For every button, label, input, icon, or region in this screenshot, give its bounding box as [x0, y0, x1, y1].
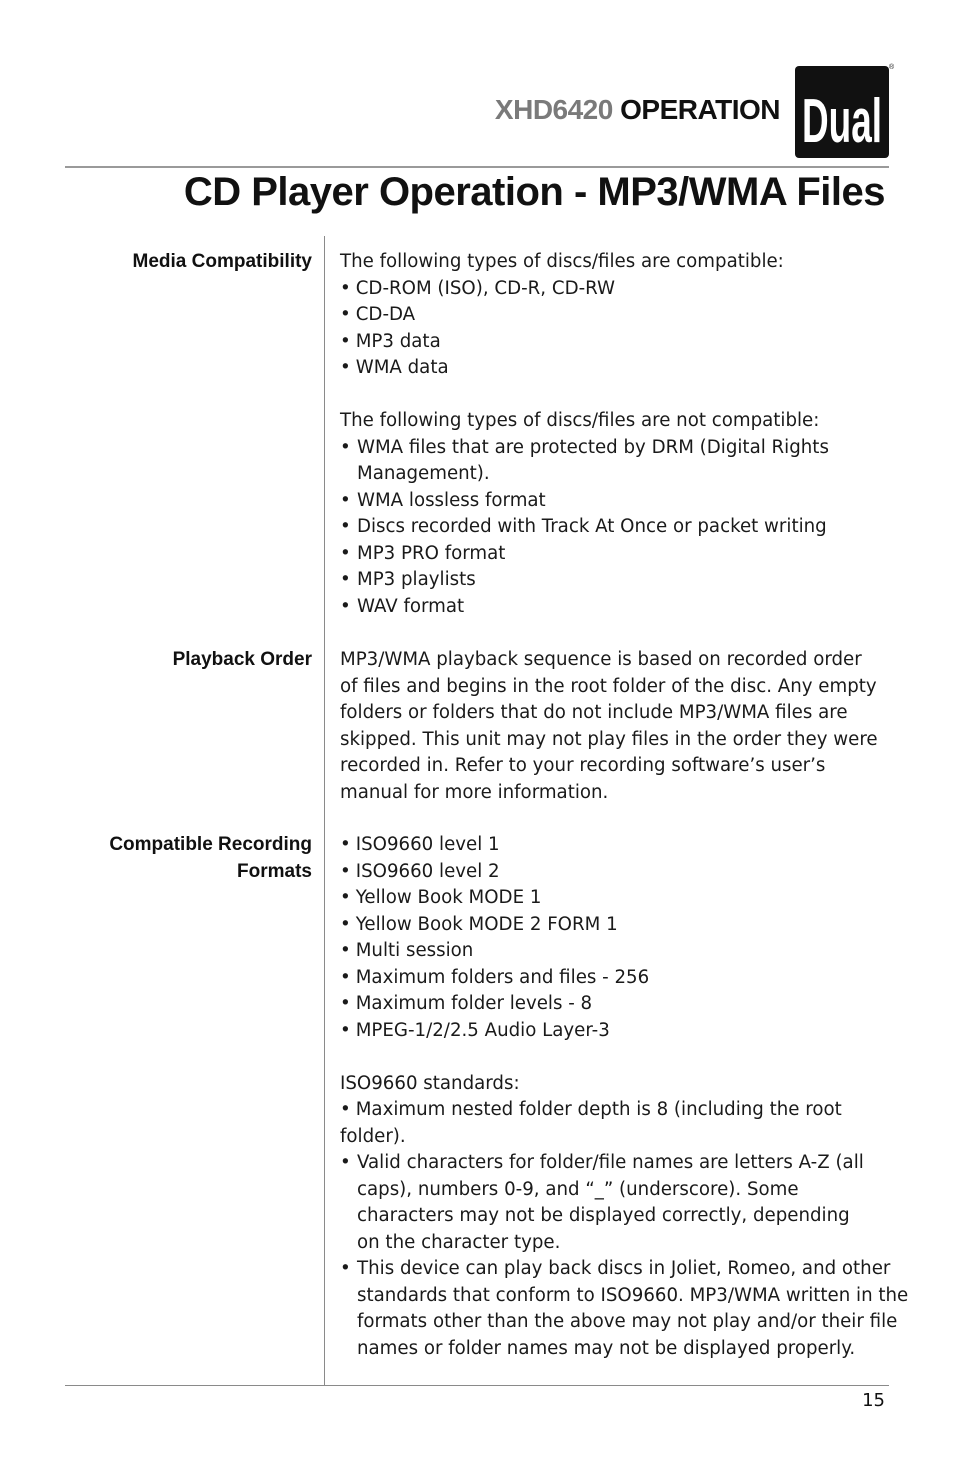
header-model: XHD6420	[494, 94, 613, 125]
list-item: • Maximum nested folder depth is 8 (including the root folder).	[340, 1097, 850, 1150]
column-divider	[324, 236, 325, 1386]
label-line: Compatible Recording	[109, 834, 312, 855]
playback-order-text: MP3/WMA playback sequence is based on recorded order of files and begins in the root folder of the disc. Any empty folders or folders that do not include MP3/WMA files are skipped. This unit may not play files in the order they were recorded in. Refer to your recording software’s user’s manual for more information.	[340, 649, 878, 803]
list-item: • MP3 data	[340, 329, 910, 356]
list-item: • CD-DA	[340, 302, 910, 329]
incompatible-list	[340, 435, 910, 621]
playback-order-content	[340, 647, 885, 806]
list-item: • WMA files that are protected by DRM (Digital Rights Management).	[340, 435, 837, 488]
list-item: • Valid characters for folder/file names are letters A-Z (all caps), numbers 0-9, and “_” (underscore). Some characters may not be displayed correctly, depending on the character type.	[340, 1150, 877, 1256]
list-item: • Yellow Book MODE 1	[340, 885, 910, 912]
header-divider	[65, 166, 889, 168]
list-item: • ISO9660 level 1	[340, 832, 910, 859]
media-compatibility-content	[340, 249, 910, 620]
list-item: • WMA lossless format	[340, 488, 910, 515]
dual-logo	[795, 66, 889, 158]
recording-formats-content	[340, 832, 910, 1362]
list-item: • MP3 playlists	[340, 567, 910, 594]
header-title	[495, 94, 780, 126]
list-item: • Yellow Book MODE 2 FORM 1	[340, 912, 910, 939]
list-item: • Discs recorded with Track At Once or packet writing	[340, 514, 910, 541]
page-header	[0, 60, 954, 160]
list-item: • Maximum folder levels - 8	[340, 991, 910, 1018]
list-item: • Maximum folders and files - 256	[340, 965, 910, 992]
svg-text:Dual: Dual	[802, 87, 882, 156]
dual-logo-mark	[795, 66, 889, 158]
list-item: • Multi session	[340, 938, 910, 965]
label-media-compatibility: Media Compatibility	[132, 251, 312, 272]
list-item: • MPEG-1/2/2.5 Audio Layer-3	[340, 1018, 910, 1045]
header-section: OPERATION	[620, 94, 780, 125]
standards-list	[340, 1097, 910, 1362]
list-item: • WAV format	[340, 594, 910, 621]
label-line: Formats	[237, 860, 312, 882]
label-compatible-recording-formats	[52, 832, 312, 885]
list-item: • ISO9660 level 2	[340, 859, 910, 886]
list-item: • MP3 PRO format	[340, 541, 910, 568]
list-item: • WMA data	[340, 355, 910, 382]
footer-divider	[65, 1385, 889, 1386]
compatible-list	[340, 276, 910, 382]
compatible-intro: The following types of discs/files are compatible:	[340, 251, 784, 272]
standards-intro: ISO9660 standards:	[340, 1072, 520, 1094]
list-item: • CD-ROM (ISO), CD-R, CD-RW	[340, 276, 910, 303]
formats-list	[340, 832, 910, 1044]
page-title: CD Player Operation - MP3/WMA Files	[183, 170, 885, 214]
page-number: 15	[862, 1390, 885, 1411]
registered-mark: ®	[889, 64, 895, 71]
list-item: • This device can play back discs in Joliet, Romeo, and other standards that conform to ISO9660. MP3/WMA written in the formats other than the above may not play and/or their file names or folder names may not be displayed properly.	[340, 1256, 927, 1362]
label-playback-order: Playback Order	[172, 649, 312, 670]
incompatible-intro: The following types of discs/files are not compatible:	[340, 410, 820, 431]
